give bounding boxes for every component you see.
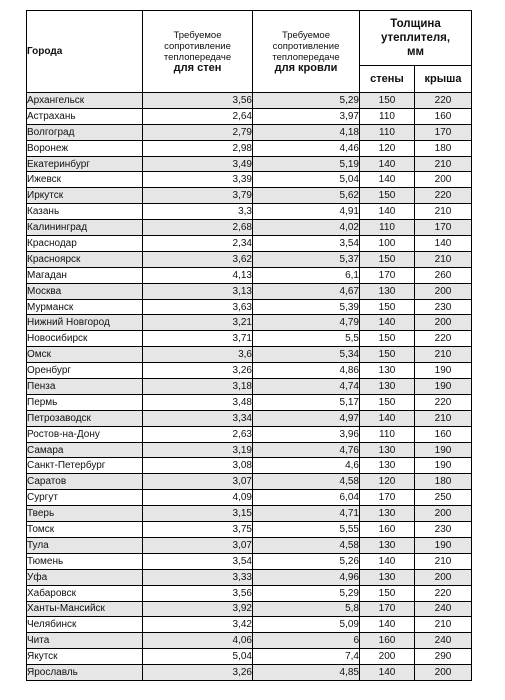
table-row xyxy=(27,379,472,395)
cell-walls-resistance: 3,07 xyxy=(143,474,253,490)
cell-thickness-roof: 210 xyxy=(415,410,472,426)
cell-walls-resistance: 4,13 xyxy=(143,267,253,283)
cell-thickness-roof: 230 xyxy=(415,299,472,315)
cell-thickness-walls: 130 xyxy=(360,379,415,395)
cell-city: Хабаровск xyxy=(27,585,143,601)
cell-thickness-roof: 220 xyxy=(415,331,472,347)
insulation-table xyxy=(26,10,472,681)
table-row xyxy=(27,426,472,442)
cell-walls-resistance: 4,09 xyxy=(143,490,253,506)
cell-thickness-roof: 190 xyxy=(415,458,472,474)
cell-roof-resistance: 4,85 xyxy=(253,665,360,681)
cell-thickness-walls: 140 xyxy=(360,665,415,681)
cell-city: Иркутск xyxy=(27,188,143,204)
table-row xyxy=(27,522,472,538)
cell-walls-resistance: 3,79 xyxy=(143,188,253,204)
cell-city: Новосибирск xyxy=(27,331,143,347)
cell-roof-resistance: 5,17 xyxy=(253,394,360,410)
cell-city: Чита xyxy=(27,633,143,649)
cell-roof-resistance: 4,97 xyxy=(253,410,360,426)
cell-walls-resistance: 3,19 xyxy=(143,442,253,458)
cell-walls-resistance: 2,68 xyxy=(143,220,253,236)
cell-walls-resistance: 5,04 xyxy=(143,649,253,665)
table-row xyxy=(27,236,472,252)
cell-thickness-roof: 140 xyxy=(415,236,472,252)
cell-thickness-walls: 140 xyxy=(360,156,415,172)
table-row xyxy=(27,283,472,299)
cell-walls-resistance: 3,34 xyxy=(143,410,253,426)
cell-city: Воронеж xyxy=(27,140,143,156)
cell-city: Ханты-Мансийск xyxy=(27,601,143,617)
cell-city: Ростов-на-Дону xyxy=(27,426,143,442)
cell-thickness-roof: 220 xyxy=(415,188,472,204)
cell-thickness-walls: 130 xyxy=(360,506,415,522)
cell-roof-resistance: 5,34 xyxy=(253,347,360,363)
cell-thickness-walls: 170 xyxy=(360,267,415,283)
cell-walls-resistance: 3,92 xyxy=(143,601,253,617)
cell-thickness-walls: 150 xyxy=(360,585,415,601)
cell-roof-resistance: 5,8 xyxy=(253,601,360,617)
cell-thickness-roof: 220 xyxy=(415,394,472,410)
header-text: мм xyxy=(406,46,424,58)
cell-city: Казань xyxy=(27,204,143,220)
cell-thickness-walls: 150 xyxy=(360,347,415,363)
cell-city: Тула xyxy=(27,537,143,553)
table-row xyxy=(27,93,472,109)
cell-thickness-roof: 220 xyxy=(415,93,472,109)
cell-roof-resistance: 5,29 xyxy=(253,93,360,109)
column-header-thickness-walls: стены xyxy=(360,66,415,93)
cell-walls-resistance: 3,26 xyxy=(143,363,253,379)
cell-thickness-roof: 240 xyxy=(415,633,472,649)
table-row xyxy=(27,649,472,665)
table-row xyxy=(27,124,472,140)
table-row xyxy=(27,299,472,315)
cell-thickness-roof: 170 xyxy=(415,220,472,236)
header-row xyxy=(27,11,472,66)
cell-thickness-roof: 200 xyxy=(415,315,472,331)
cell-city: Уфа xyxy=(27,569,143,585)
table-row xyxy=(27,490,472,506)
cell-walls-resistance: 2,79 xyxy=(143,124,253,140)
cell-walls-resistance: 2,98 xyxy=(143,140,253,156)
cell-city: Томск xyxy=(27,522,143,538)
cell-roof-resistance: 3,96 xyxy=(253,426,360,442)
table-row xyxy=(27,188,472,204)
header-text: сопротивление xyxy=(164,40,231,52)
table-row xyxy=(27,569,472,585)
cell-thickness-walls: 130 xyxy=(360,569,415,585)
table-row xyxy=(27,204,472,220)
cell-city: Архангельск xyxy=(27,93,143,109)
cell-walls-resistance: 3,42 xyxy=(143,617,253,633)
cell-roof-resistance: 4,6 xyxy=(253,458,360,474)
cell-roof-resistance: 4,02 xyxy=(253,220,360,236)
cell-walls-resistance: 3,71 xyxy=(143,331,253,347)
table-row xyxy=(27,108,472,124)
table-row xyxy=(27,331,472,347)
cell-city: Магадан xyxy=(27,267,143,283)
header-text: для кровли xyxy=(274,61,338,74)
cell-city: Мурманск xyxy=(27,299,143,315)
cell-roof-resistance: 4,91 xyxy=(253,204,360,220)
cell-thickness-walls: 130 xyxy=(360,442,415,458)
cell-roof-resistance: 6 xyxy=(253,633,360,649)
table-row xyxy=(27,172,472,188)
header-text: утеплителя, xyxy=(380,32,451,44)
table-row xyxy=(27,553,472,569)
cell-thickness-walls: 140 xyxy=(360,204,415,220)
cell-city: Краснодар xyxy=(27,236,143,252)
cell-city: Пенза xyxy=(27,379,143,395)
cell-thickness-walls: 160 xyxy=(360,522,415,538)
cell-roof-resistance: 4,67 xyxy=(253,283,360,299)
cell-city: Петрозаводск xyxy=(27,410,143,426)
cell-city: Ижевск xyxy=(27,172,143,188)
cell-city: Саратов xyxy=(27,474,143,490)
cell-roof-resistance: 5,55 xyxy=(253,522,360,538)
header-text: Требуемое xyxy=(173,29,222,41)
cell-walls-resistance: 3,33 xyxy=(143,569,253,585)
table-row xyxy=(27,442,472,458)
cell-thickness-walls: 130 xyxy=(360,458,415,474)
header-text: сопротивление xyxy=(272,40,340,52)
table-row xyxy=(27,267,472,283)
table-row xyxy=(27,156,472,172)
cell-thickness-roof: 190 xyxy=(415,363,472,379)
cell-city: Челябинск xyxy=(27,617,143,633)
column-header-thickness-roof: крыша xyxy=(415,66,472,93)
column-header-roof-resistance xyxy=(253,11,360,93)
cell-roof-resistance: 7,4 xyxy=(253,649,360,665)
cell-thickness-roof: 200 xyxy=(415,283,472,299)
cell-walls-resistance: 3,39 xyxy=(143,172,253,188)
header-text: теплопередаче xyxy=(163,51,232,63)
cell-walls-resistance: 3,62 xyxy=(143,251,253,267)
cell-city: Волгоград xyxy=(27,124,143,140)
cell-roof-resistance: 3,97 xyxy=(253,108,360,124)
cell-thickness-roof: 230 xyxy=(415,522,472,538)
cell-thickness-walls: 140 xyxy=(360,172,415,188)
cell-thickness-walls: 150 xyxy=(360,299,415,315)
cell-thickness-walls: 140 xyxy=(360,553,415,569)
cell-walls-resistance: 3,3 xyxy=(143,204,253,220)
cell-city: Оренбург xyxy=(27,363,143,379)
column-header-walls-resistance xyxy=(143,11,253,93)
cell-city: Санкт-Петербург xyxy=(27,458,143,474)
cell-city: Сургут xyxy=(27,490,143,506)
cell-roof-resistance: 5,39 xyxy=(253,299,360,315)
table-row xyxy=(27,251,472,267)
cell-thickness-walls: 140 xyxy=(360,315,415,331)
cell-roof-resistance: 4,58 xyxy=(253,474,360,490)
header-text: теплопередаче xyxy=(272,51,340,63)
cell-thickness-walls: 130 xyxy=(360,537,415,553)
table-row xyxy=(27,394,472,410)
cell-thickness-roof: 190 xyxy=(415,537,472,553)
cell-city: Тверь xyxy=(27,506,143,522)
cell-thickness-roof: 220 xyxy=(415,585,472,601)
cell-city: Ярославль xyxy=(27,665,143,681)
cell-thickness-roof: 170 xyxy=(415,124,472,140)
table-row xyxy=(27,458,472,474)
cell-thickness-roof: 210 xyxy=(415,204,472,220)
cell-thickness-walls: 170 xyxy=(360,601,415,617)
cell-thickness-walls: 140 xyxy=(360,410,415,426)
cell-walls-resistance: 3,56 xyxy=(143,585,253,601)
cell-thickness-walls: 100 xyxy=(360,236,415,252)
cell-walls-resistance: 2,34 xyxy=(143,236,253,252)
table-row xyxy=(27,315,472,331)
cell-roof-resistance: 4,79 xyxy=(253,315,360,331)
cell-city: Омск xyxy=(27,347,143,363)
cell-walls-resistance: 3,54 xyxy=(143,553,253,569)
cell-roof-resistance: 4,58 xyxy=(253,537,360,553)
cell-thickness-walls: 110 xyxy=(360,426,415,442)
cell-thickness-walls: 120 xyxy=(360,474,415,490)
cell-walls-resistance: 3,08 xyxy=(143,458,253,474)
cell-walls-resistance: 3,63 xyxy=(143,299,253,315)
cell-roof-resistance: 4,76 xyxy=(253,442,360,458)
header-text: Требуемое xyxy=(282,29,330,41)
cell-walls-resistance: 3,15 xyxy=(143,506,253,522)
cell-thickness-walls: 150 xyxy=(360,188,415,204)
table-row xyxy=(27,474,472,490)
cell-thickness-roof: 210 xyxy=(415,553,472,569)
cell-thickness-roof: 200 xyxy=(415,172,472,188)
column-header-city: Города xyxy=(27,11,143,93)
table-row xyxy=(27,410,472,426)
cell-city: Самара xyxy=(27,442,143,458)
cell-thickness-walls: 150 xyxy=(360,93,415,109)
cell-roof-resistance: 3,54 xyxy=(253,236,360,252)
cell-thickness-roof: 210 xyxy=(415,156,472,172)
table-row xyxy=(27,363,472,379)
cell-thickness-roof: 160 xyxy=(415,426,472,442)
cell-roof-resistance: 4,18 xyxy=(253,124,360,140)
cell-city: Москва xyxy=(27,283,143,299)
cell-roof-resistance: 6,1 xyxy=(253,267,360,283)
table-row xyxy=(27,220,472,236)
cell-thickness-walls: 200 xyxy=(360,649,415,665)
cell-walls-resistance: 3,56 xyxy=(143,93,253,109)
cell-walls-resistance: 3,07 xyxy=(143,537,253,553)
cell-thickness-roof: 210 xyxy=(415,347,472,363)
header-text: Толщина xyxy=(390,18,441,30)
cell-roof-resistance: 5,19 xyxy=(253,156,360,172)
cell-thickness-roof: 240 xyxy=(415,601,472,617)
cell-thickness-walls: 110 xyxy=(360,124,415,140)
cell-thickness-roof: 200 xyxy=(415,506,472,522)
cell-thickness-roof: 200 xyxy=(415,569,472,585)
cell-thickness-walls: 130 xyxy=(360,363,415,379)
cell-thickness-walls: 160 xyxy=(360,633,415,649)
cell-roof-resistance: 4,71 xyxy=(253,506,360,522)
cell-walls-resistance: 3,49 xyxy=(143,156,253,172)
column-header-thickness xyxy=(360,11,472,66)
cell-walls-resistance: 3,75 xyxy=(143,522,253,538)
cell-walls-resistance: 3,26 xyxy=(143,665,253,681)
cell-thickness-walls: 150 xyxy=(360,394,415,410)
cell-thickness-roof: 160 xyxy=(415,108,472,124)
header-text: для стен xyxy=(173,61,222,74)
cell-thickness-roof: 180 xyxy=(415,140,472,156)
cell-thickness-roof: 250 xyxy=(415,490,472,506)
cell-walls-resistance: 3,6 xyxy=(143,347,253,363)
cell-thickness-roof: 210 xyxy=(415,251,472,267)
cell-city: Нижний Новгород xyxy=(27,315,143,331)
cell-thickness-roof: 190 xyxy=(415,442,472,458)
cell-thickness-walls: 140 xyxy=(360,617,415,633)
cell-walls-resistance: 4,06 xyxy=(143,633,253,649)
cell-thickness-walls: 110 xyxy=(360,108,415,124)
cell-walls-resistance: 2,64 xyxy=(143,108,253,124)
cell-city: Астрахань xyxy=(27,108,143,124)
cell-city: Красноярск xyxy=(27,251,143,267)
cell-roof-resistance: 5,29 xyxy=(253,585,360,601)
cell-roof-resistance: 5,26 xyxy=(253,553,360,569)
cell-thickness-roof: 210 xyxy=(415,617,472,633)
cell-roof-resistance: 5,37 xyxy=(253,251,360,267)
cell-walls-resistance: 2,63 xyxy=(143,426,253,442)
table-row xyxy=(27,537,472,553)
cell-walls-resistance: 3,18 xyxy=(143,379,253,395)
cell-thickness-roof: 260 xyxy=(415,267,472,283)
cell-city: Калининград xyxy=(27,220,143,236)
cell-thickness-walls: 110 xyxy=(360,220,415,236)
cell-roof-resistance: 4,74 xyxy=(253,379,360,395)
table-row xyxy=(27,617,472,633)
cell-city: Екатеринбург xyxy=(27,156,143,172)
cell-thickness-walls: 120 xyxy=(360,140,415,156)
cell-roof-resistance: 4,96 xyxy=(253,569,360,585)
cell-thickness-roof: 290 xyxy=(415,649,472,665)
cell-city: Тюмень xyxy=(27,553,143,569)
table-row xyxy=(27,347,472,363)
cell-roof-resistance: 4,46 xyxy=(253,140,360,156)
cell-city: Пермь xyxy=(27,394,143,410)
table-row xyxy=(27,585,472,601)
table-row xyxy=(27,601,472,617)
cell-thickness-walls: 150 xyxy=(360,331,415,347)
cell-roof-resistance: 5,09 xyxy=(253,617,360,633)
cell-walls-resistance: 3,13 xyxy=(143,283,253,299)
table-row xyxy=(27,506,472,522)
cell-thickness-walls: 150 xyxy=(360,251,415,267)
cell-thickness-walls: 130 xyxy=(360,283,415,299)
cell-thickness-roof: 190 xyxy=(415,379,472,395)
cell-roof-resistance: 5,5 xyxy=(253,331,360,347)
cell-walls-resistance: 3,48 xyxy=(143,394,253,410)
table-body xyxy=(27,93,472,681)
table-row xyxy=(27,140,472,156)
cell-roof-resistance: 5,62 xyxy=(253,188,360,204)
cell-city: Якутск xyxy=(27,649,143,665)
cell-roof-resistance: 6,04 xyxy=(253,490,360,506)
cell-thickness-roof: 200 xyxy=(415,665,472,681)
cell-roof-resistance: 4,86 xyxy=(253,363,360,379)
cell-roof-resistance: 5,04 xyxy=(253,172,360,188)
cell-thickness-roof: 180 xyxy=(415,474,472,490)
table-row xyxy=(27,633,472,649)
table-row xyxy=(27,665,472,681)
cell-walls-resistance: 3,21 xyxy=(143,315,253,331)
cell-thickness-walls: 170 xyxy=(360,490,415,506)
